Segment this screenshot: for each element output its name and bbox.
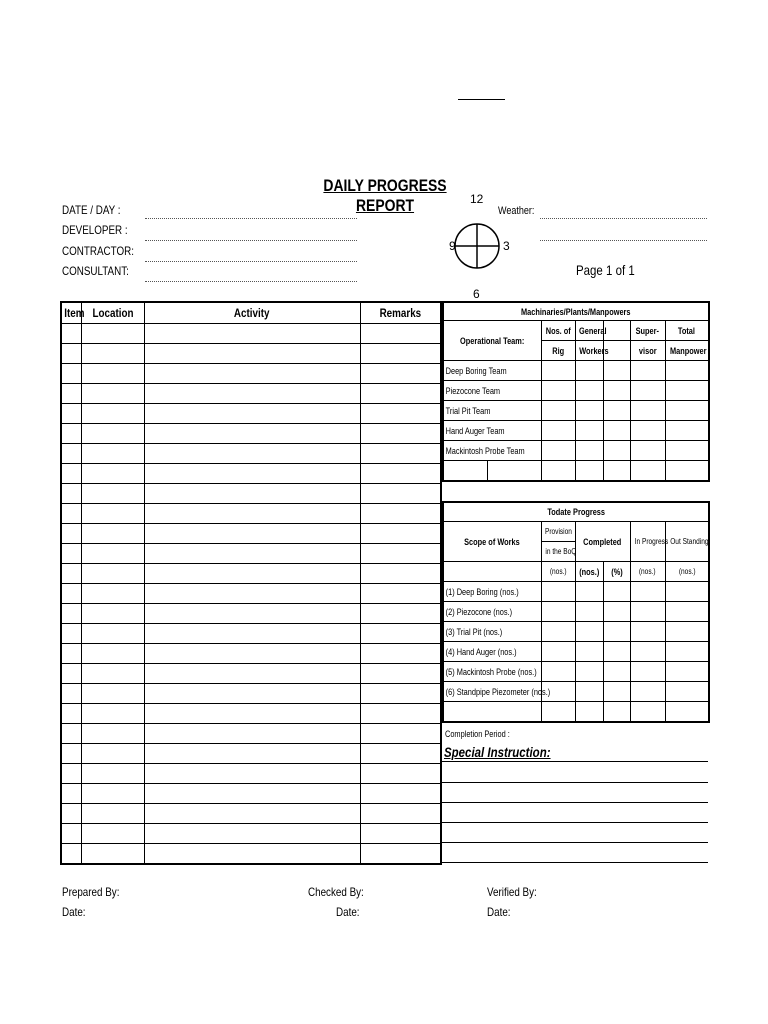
team-name: Trial Pit Team (443, 401, 541, 421)
activity-cell[interactable] (61, 724, 81, 744)
scope-value-cell[interactable] (575, 662, 603, 682)
unit-out-standing: (nos.) (665, 562, 709, 582)
scope-value-cell[interactable] (603, 602, 630, 622)
activity-row (61, 364, 441, 384)
activity-cell[interactable] (144, 764, 360, 784)
page-title: DAILY PROGRESS REPORT (323, 176, 447, 215)
activity-cell[interactable] (81, 344, 144, 364)
activity-cell[interactable] (144, 724, 360, 744)
activity-cell[interactable] (81, 764, 144, 784)
blank-cell[interactable] (665, 461, 709, 482)
activity-cell[interactable] (81, 324, 144, 344)
consultant-field[interactable] (145, 281, 357, 282)
provision-header-1: Provision (541, 522, 575, 542)
activity-cell[interactable] (61, 644, 81, 664)
todate-table (442, 501, 710, 723)
scope-value-cell[interactable] (665, 662, 709, 682)
activity-cell[interactable] (61, 804, 81, 824)
activity-cell[interactable] (144, 644, 360, 664)
scope-value-cell[interactable] (541, 642, 575, 662)
activity-cell[interactable] (61, 524, 81, 544)
activity-cell[interactable] (360, 584, 441, 604)
units-blank (443, 562, 541, 582)
activity-cell[interactable] (81, 404, 144, 424)
activity-row (61, 444, 441, 464)
prepared-date-label: Date: (62, 905, 86, 919)
scope-value-cell[interactable] (665, 642, 709, 662)
blank-cell[interactable] (443, 461, 487, 482)
unit-completed-pct: (%) (603, 562, 630, 582)
team-value-cell[interactable] (603, 441, 630, 461)
scope-row (443, 602, 709, 622)
col-remarks: Remarks (360, 302, 441, 324)
team-value-cell[interactable] (603, 421, 630, 441)
team-value-cell[interactable] (665, 381, 709, 401)
team-value-cell[interactable] (630, 361, 665, 381)
activity-row (61, 324, 441, 344)
activity-cell[interactable] (144, 624, 360, 644)
activity-cell[interactable] (81, 684, 144, 704)
team-value-cell[interactable] (575, 441, 603, 461)
activity-cell[interactable] (61, 684, 81, 704)
scope-value-cell[interactable] (630, 662, 665, 682)
clock-6: 6 (473, 287, 480, 301)
activity-cell[interactable] (81, 564, 144, 584)
activity-cell[interactable] (81, 384, 144, 404)
team-value-cell[interactable] (665, 441, 709, 461)
activity-cell[interactable] (61, 544, 81, 564)
activity-cell[interactable] (144, 324, 360, 344)
team-value-cell[interactable] (603, 401, 630, 421)
activity-cell[interactable] (360, 544, 441, 564)
blank-cell[interactable] (575, 461, 603, 482)
activity-cell[interactable] (81, 824, 144, 844)
activity-cell[interactable] (61, 424, 81, 444)
verified-date-label: Date: (487, 905, 511, 919)
machinery-table (442, 301, 710, 482)
scope-value-cell[interactable] (575, 582, 603, 602)
activity-cell[interactable] (360, 764, 441, 784)
activity-cell[interactable] (81, 744, 144, 764)
instruction-line-6[interactable] (442, 862, 708, 863)
blank-cell[interactable] (541, 702, 575, 723)
date-day-label: DATE / DAY : (62, 203, 121, 217)
activity-cell[interactable] (61, 624, 81, 644)
team-value-cell[interactable] (541, 361, 575, 381)
activity-cell[interactable] (360, 604, 441, 624)
activity-cell[interactable] (360, 704, 441, 724)
team-row (443, 361, 709, 381)
activity-cell[interactable] (61, 344, 81, 364)
activity-cell[interactable] (61, 404, 81, 424)
activity-cell[interactable] (81, 364, 144, 384)
blank-cell[interactable] (630, 461, 665, 482)
unit-provision: (nos.) (541, 562, 575, 582)
col-location: Location (81, 302, 144, 324)
blank-cell[interactable] (443, 702, 541, 723)
supervisor-header-1: Super- (630, 321, 665, 341)
blank-cell[interactable] (603, 702, 630, 723)
activity-cell[interactable] (360, 404, 441, 424)
team-value-cell[interactable] (630, 401, 665, 421)
activity-row (61, 464, 441, 484)
consultant-label: CONSULTANT: (62, 264, 129, 278)
scope-value-cell[interactable] (575, 642, 603, 662)
team-value-cell[interactable] (630, 441, 665, 461)
activity-row (61, 824, 441, 844)
activity-cell[interactable] (61, 504, 81, 524)
blank-cell[interactable] (575, 702, 603, 723)
activity-cell[interactable] (81, 784, 144, 804)
activity-cell[interactable] (61, 484, 81, 504)
activity-cell[interactable] (144, 344, 360, 364)
supervisor-header-2: visor (630, 341, 665, 361)
activity-cell[interactable] (360, 624, 441, 644)
activity-cell[interactable] (360, 724, 441, 744)
activity-cell[interactable] (61, 764, 81, 784)
activity-cell[interactable] (144, 364, 360, 384)
activity-cell[interactable] (360, 804, 441, 824)
scope-row (443, 642, 709, 662)
scope-row (443, 662, 709, 682)
team-value-cell[interactable] (541, 401, 575, 421)
col-item: Item (61, 302, 81, 324)
scope-name: (1) Deep Boring (nos.) (443, 582, 541, 602)
scope-value-cell[interactable] (603, 662, 630, 682)
team-value-cell[interactable] (575, 361, 603, 381)
scope-value-cell[interactable] (630, 622, 665, 642)
activity-row (61, 584, 441, 604)
blank-cell[interactable] (603, 461, 630, 482)
contractor-label: CONTRACTOR: (62, 244, 134, 258)
scope-value-cell[interactable] (665, 682, 709, 702)
activity-cell[interactable] (61, 324, 81, 344)
activity-cell[interactable] (144, 564, 360, 584)
contractor-field[interactable] (145, 261, 357, 262)
activity-cell[interactable] (144, 784, 360, 804)
team-value-cell[interactable] (541, 421, 575, 441)
activity-row (61, 604, 441, 624)
activity-cell[interactable] (144, 444, 360, 464)
activity-cell[interactable] (360, 784, 441, 804)
activity-cell[interactable] (144, 424, 360, 444)
operational-team-header: Operational Team: (443, 321, 541, 361)
activity-cell[interactable] (360, 344, 441, 364)
developer-field[interactable] (145, 240, 357, 241)
activity-cell[interactable] (81, 464, 144, 484)
activity-cell[interactable] (61, 604, 81, 624)
activity-cell[interactable] (144, 744, 360, 764)
completion-period-label: Completion Period : (445, 729, 510, 739)
scope-value-cell[interactable] (603, 642, 630, 662)
activity-cell[interactable] (61, 444, 81, 464)
activity-cell[interactable] (81, 424, 144, 444)
activity-cell[interactable] (61, 384, 81, 404)
weather-label: Weather: (498, 205, 535, 217)
instruction-line-5[interactable] (442, 842, 708, 843)
activity-cell[interactable] (144, 464, 360, 484)
clock-12: 12 (470, 192, 484, 206)
provision-header-2: in the BoQ (541, 542, 575, 562)
scope-value-cell[interactable] (630, 642, 665, 662)
activity-row (61, 684, 441, 704)
activity-row (61, 664, 441, 684)
activity-cell[interactable] (144, 844, 360, 865)
activity-cell[interactable] (81, 704, 144, 724)
scope-value-cell[interactable] (541, 622, 575, 642)
activity-cell[interactable] (360, 684, 441, 704)
scope-value-cell[interactable] (541, 662, 575, 682)
activity-row (61, 544, 441, 564)
scope-name: (5) Mackintosh Probe (nos.) (443, 662, 541, 682)
instruction-line-2[interactable] (442, 782, 708, 783)
team-value-cell[interactable] (541, 381, 575, 401)
scope-header: Scope of Works (443, 522, 541, 562)
team-value-cell[interactable] (603, 381, 630, 401)
activity-row (61, 764, 441, 784)
team-value-cell[interactable] (603, 361, 630, 381)
checked-by-label: Checked By: (308, 885, 364, 899)
scope-name: (4) Hand Auger (nos.) (443, 642, 541, 662)
team-row (443, 381, 709, 401)
activity-cell[interactable] (81, 664, 144, 684)
activity-cell[interactable] (61, 564, 81, 584)
total-header-2: Manpower (665, 341, 709, 361)
scope-value-cell[interactable] (603, 582, 630, 602)
team-value-cell[interactable] (575, 381, 603, 401)
activity-cell[interactable] (144, 584, 360, 604)
activity-cell[interactable] (144, 404, 360, 424)
instruction-line-1[interactable] (442, 761, 708, 762)
weather-field-2[interactable] (540, 240, 707, 241)
scope-name: (6) Standpipe Piezometer (nos.) (443, 682, 541, 702)
clock-9: 9 (449, 239, 456, 253)
scope-row (443, 682, 709, 702)
activity-cell[interactable] (61, 364, 81, 384)
team-value-cell[interactable] (630, 381, 665, 401)
blank-cell[interactable] (487, 461, 541, 482)
team-value-cell[interactable] (665, 361, 709, 381)
developer-label: DEVELOPER : (62, 223, 128, 237)
activity-cell[interactable] (360, 644, 441, 664)
team-name: Piezocone Team (443, 381, 541, 401)
blank-cell[interactable] (541, 461, 575, 482)
special-instruction-label: Special Instruction: (444, 744, 551, 760)
activity-row (61, 384, 441, 404)
activity-row (61, 744, 441, 764)
scope-value-cell[interactable] (603, 682, 630, 702)
team-row (443, 441, 709, 461)
activity-cell[interactable] (144, 704, 360, 724)
activity-cell[interactable] (360, 464, 441, 484)
page-number: Page 1 of 1 (576, 262, 635, 278)
scope-value-cell[interactable] (541, 582, 575, 602)
scope-value-cell[interactable] (575, 622, 603, 642)
activity-row (61, 704, 441, 724)
instruction-line-4[interactable] (442, 822, 708, 823)
activity-cell[interactable] (360, 564, 441, 584)
col-activity: Activity (144, 302, 360, 324)
activity-row (61, 804, 441, 824)
activity-row (61, 784, 441, 804)
team-value-cell[interactable] (575, 401, 603, 421)
team-row (443, 421, 709, 441)
blank-cell[interactable] (630, 702, 665, 723)
activity-row (61, 404, 441, 424)
out-standing-header: Out Standing (665, 522, 709, 562)
nos-rig-header-1: Nos. of (541, 321, 575, 341)
activity-row (61, 484, 441, 504)
date-day-field[interactable] (145, 218, 357, 219)
blank-header (603, 321, 630, 341)
activity-cell[interactable] (360, 444, 441, 464)
team-value-cell[interactable] (665, 401, 709, 421)
unit-completed-nos: (nos.) (575, 562, 603, 582)
general-header-1: General (575, 321, 603, 341)
activity-cell[interactable] (61, 664, 81, 684)
activity-cell[interactable] (360, 744, 441, 764)
activity-cell[interactable] (61, 704, 81, 724)
nos-rig-header-2: Rig (541, 341, 575, 361)
activity-cell[interactable] (144, 684, 360, 704)
scope-name: (3) Trial Pit (nos.) (443, 622, 541, 642)
scope-value-cell[interactable] (665, 622, 709, 642)
activity-cell[interactable] (81, 524, 144, 544)
activity-cell[interactable] (360, 324, 441, 344)
scope-row (443, 582, 709, 602)
total-header-1: Total (665, 321, 709, 341)
unit-in-progress: (nos.) (630, 562, 665, 582)
activity-cell[interactable] (81, 804, 144, 824)
team-value-cell[interactable] (541, 441, 575, 461)
clock-3: 3 (503, 239, 510, 253)
scope-value-cell[interactable] (575, 682, 603, 702)
scope-value-cell[interactable] (665, 602, 709, 622)
activity-cell[interactable] (81, 444, 144, 464)
activity-cell[interactable] (81, 544, 144, 564)
scope-value-cell[interactable] (575, 602, 603, 622)
activity-cell[interactable] (144, 604, 360, 624)
activity-cell[interactable] (144, 384, 360, 404)
scope-row (443, 622, 709, 642)
top-rule (458, 99, 505, 100)
activity-cell[interactable] (61, 584, 81, 604)
activity-row (61, 624, 441, 644)
activity-cell[interactable] (144, 804, 360, 824)
activity-row (61, 844, 441, 865)
activity-cell[interactable] (360, 484, 441, 504)
scope-value-cell[interactable] (603, 622, 630, 642)
scope-value-cell[interactable] (630, 582, 665, 602)
blank-cell[interactable] (665, 702, 709, 723)
team-value-cell[interactable] (665, 421, 709, 441)
checked-date-label: Date: (336, 905, 360, 919)
activity-cell[interactable] (360, 424, 441, 444)
activity-cell[interactable] (61, 744, 81, 764)
activity-cell[interactable] (61, 464, 81, 484)
activity-cell[interactable] (81, 584, 144, 604)
activity-row (61, 344, 441, 364)
activity-row (61, 724, 441, 744)
activity-row (61, 564, 441, 584)
activity-row (61, 504, 441, 524)
activity-row (61, 644, 441, 664)
scope-name: (2) Piezocone (nos.) (443, 602, 541, 622)
activity-cell[interactable] (144, 664, 360, 684)
activity-cell[interactable] (81, 724, 144, 744)
activity-cell[interactable] (61, 844, 81, 865)
in-progress-header: In Progress (630, 522, 665, 562)
activity-cell[interactable] (144, 824, 360, 844)
machinery-title: Machinaries/Plants/Manpowers (443, 302, 709, 321)
scope-value-cell[interactable] (665, 582, 709, 602)
activity-cell[interactable] (61, 824, 81, 844)
activity-cell[interactable] (360, 664, 441, 684)
activity-cell[interactable] (81, 604, 144, 624)
activity-cell[interactable] (61, 784, 81, 804)
team-value-cell[interactable] (575, 421, 603, 441)
activity-cell[interactable] (360, 824, 441, 844)
general-header-2: Workers (575, 341, 603, 361)
activity-cell[interactable] (81, 504, 144, 524)
verified-by-label: Verified By: (487, 885, 537, 899)
instruction-line-3[interactable] (442, 802, 708, 803)
activity-cell[interactable] (144, 524, 360, 544)
activity-cell[interactable] (144, 484, 360, 504)
activity-cell[interactable] (144, 544, 360, 564)
team-name: Hand Auger Team (443, 421, 541, 441)
team-name: Mackintosh Probe Team (443, 441, 541, 461)
activity-table (60, 301, 442, 865)
activity-cell[interactable] (81, 844, 144, 865)
completed-header: Completed (575, 522, 630, 562)
team-row (443, 401, 709, 421)
activity-cell[interactable] (360, 504, 441, 524)
prepared-by-label: Prepared By: (62, 885, 120, 899)
activity-row (61, 524, 441, 544)
activity-cell[interactable] (360, 844, 441, 865)
activity-cell[interactable] (144, 504, 360, 524)
activity-cell[interactable] (81, 484, 144, 504)
scope-value-cell[interactable] (630, 602, 665, 622)
activity-cell[interactable] (81, 624, 144, 644)
weather-field-1[interactable] (540, 218, 707, 219)
team-value-cell[interactable] (630, 421, 665, 441)
activity-cell[interactable] (360, 364, 441, 384)
activity-row (61, 424, 441, 444)
scope-value-cell[interactable] (630, 682, 665, 702)
activity-cell[interactable] (360, 524, 441, 544)
todate-title: Todate Progress (443, 502, 709, 522)
team-name: Deep Boring Team (443, 361, 541, 381)
scope-value-cell[interactable] (541, 602, 575, 622)
activity-cell[interactable] (360, 384, 441, 404)
activity-cell[interactable] (81, 644, 144, 664)
